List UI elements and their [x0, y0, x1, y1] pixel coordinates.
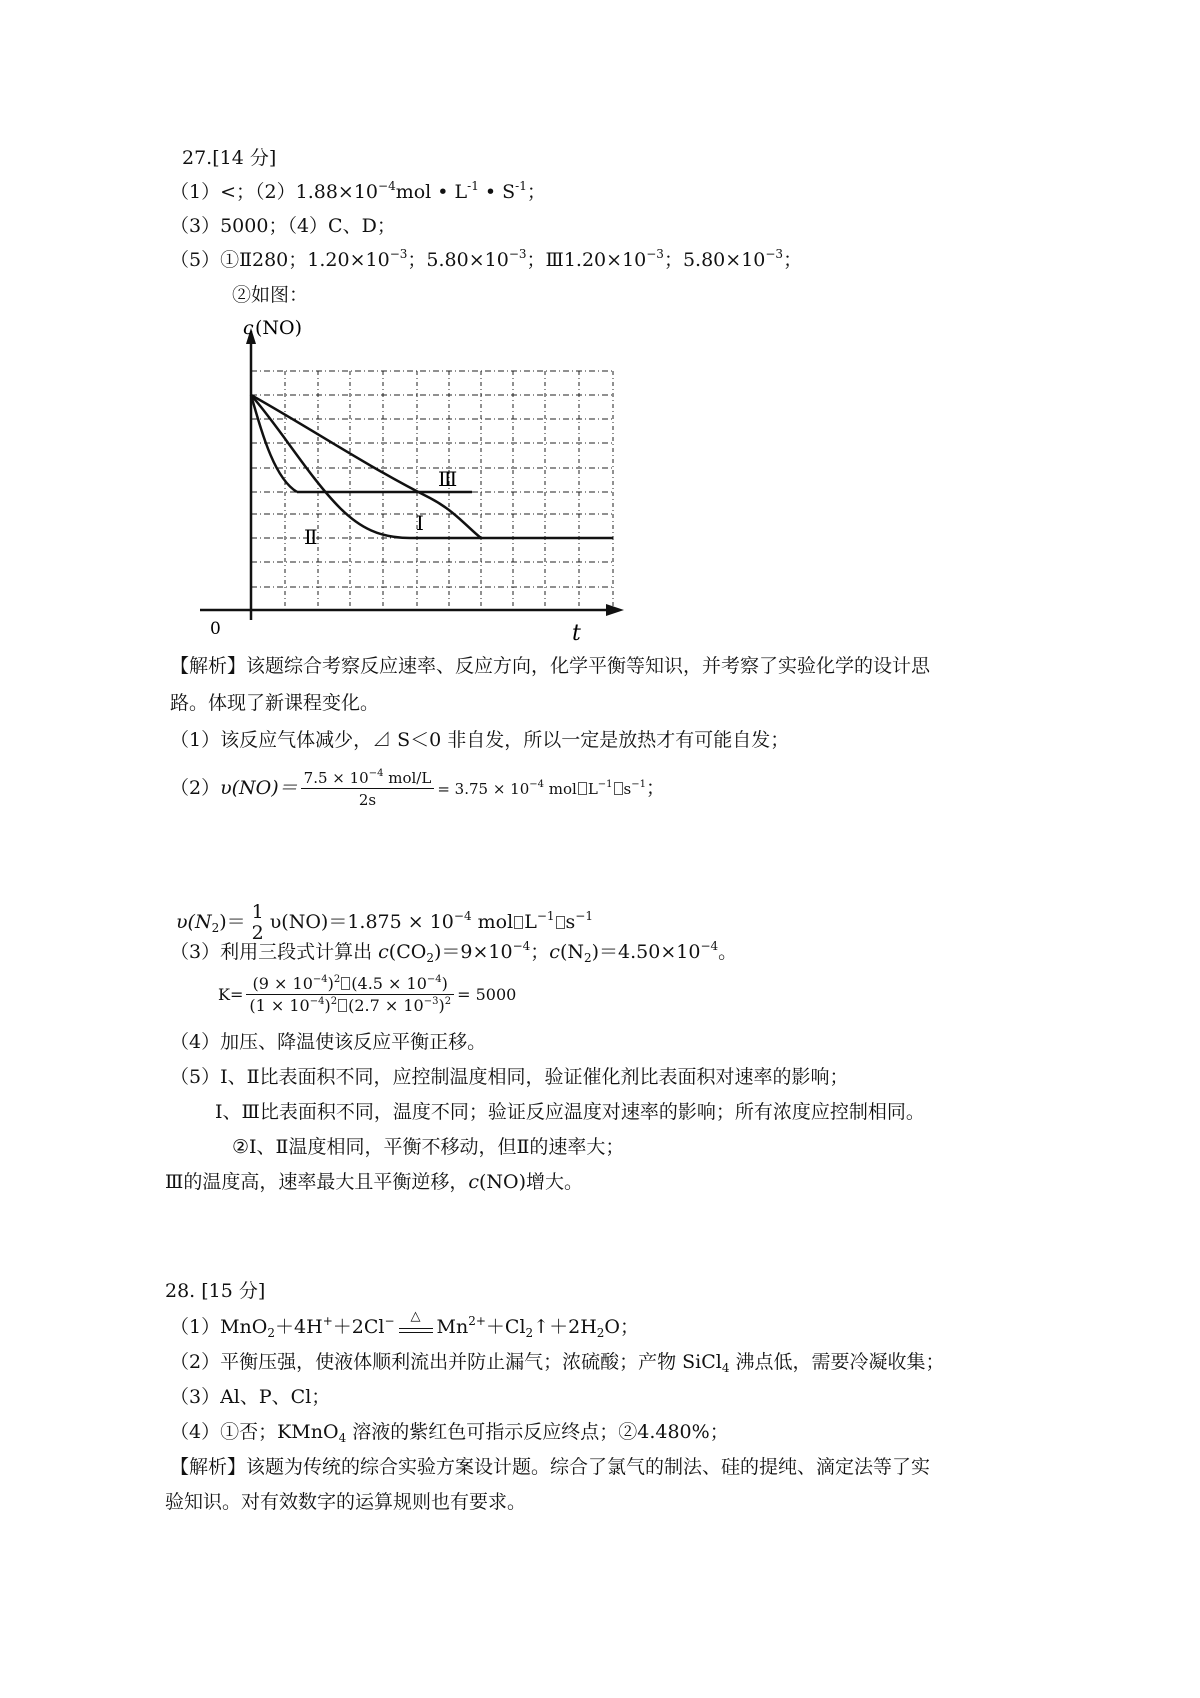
formula: ↑＋2H: [533, 1316, 597, 1338]
power: 2: [333, 974, 341, 985]
conc-symbol: c: [468, 1171, 479, 1193]
value: = 3.75 × 10: [437, 780, 530, 798]
text: Ⅲ的温度高，速率最大且平衡逆移，: [165, 1171, 469, 1193]
q28-answer-1: [170, 1309, 639, 1340]
exponent: −4: [529, 779, 544, 790]
missing-glyph-icon: [341, 977, 350, 990]
x-axis-arrow-icon: [606, 604, 624, 616]
grid: [251, 371, 613, 610]
missing-glyph-icon: [556, 916, 565, 929]
q27-a1-label: （1）: [170, 181, 221, 203]
formula: MnO: [220, 1316, 268, 1338]
q27-explanation-n2-rate: [176, 900, 593, 944]
q28-answer-2: [170, 1350, 945, 1374]
formula: ＋2Cl: [332, 1316, 385, 1338]
k-label: K=: [218, 985, 244, 1004]
subscript: 2: [211, 921, 220, 935]
exponent: −1: [575, 909, 593, 923]
analysis-text: 该题综合考察反应速率、反应方向，化学平衡等知识，并考察了实验化学的设计思: [246, 655, 931, 677]
value: )＝4.50×10: [591, 941, 701, 963]
value: (2.7 × 10: [348, 996, 424, 1015]
exponent: -1: [467, 179, 479, 193]
exponent: −4: [453, 909, 472, 923]
unit: s: [623, 780, 632, 798]
charge: 2+: [468, 1314, 486, 1328]
text: （2）平衡压强，使液体顺利流出并防止漏气；浓硫酸；产物 SiCl: [170, 1351, 722, 1373]
punctuation: ；Ⅲ: [526, 249, 564, 271]
exponent: −3: [646, 247, 664, 261]
rate-expression: υ(N: [176, 911, 212, 933]
value: 1.20×10: [563, 249, 647, 271]
denominator: 2: [251, 922, 264, 944]
exponent: -1: [515, 179, 527, 193]
punctuation: ；: [783, 249, 803, 271]
q27-a5-label: （5）: [170, 249, 221, 271]
punctuation: ；: [646, 777, 666, 799]
q28-analysis-line-1: [170, 1455, 930, 1479]
result: [437, 780, 646, 798]
value: (4.5 × 10: [351, 974, 427, 993]
unit: L: [524, 911, 537, 933]
subscript: 4: [338, 1431, 347, 1445]
fraction: [249, 902, 267, 944]
text: （3）利用三段式计算出: [170, 941, 379, 963]
value: 1.20×10: [307, 249, 390, 271]
missing-glyph-icon: [578, 782, 587, 795]
q27-explanation-4: （4）加压、降温使该反应平衡正移。: [170, 1031, 487, 1053]
value: 5.80×10: [426, 249, 509, 271]
label: （1）: [170, 1316, 221, 1338]
fraction: [301, 768, 435, 811]
text: (NO)增大。: [478, 1171, 584, 1193]
missing-glyph-icon: [614, 782, 623, 795]
q27-explanation-1: （1）该反应气体减少，⊿ S＜0 非自发，所以一定是放热才有可能自发；: [170, 729, 790, 751]
power: 2: [330, 996, 338, 1007]
q27-a2-label: （2）: [255, 181, 296, 203]
exponent: −4: [512, 939, 531, 953]
value: 7.5 × 10: [303, 768, 369, 787]
k-result: = 5000: [457, 985, 517, 1004]
heating-condition-arrow: [399, 1309, 433, 1333]
x-axis-label: t: [572, 621, 581, 646]
subscript: 2: [525, 1326, 534, 1340]
q27-analysis-line-2: 路。体现了新课程变化。: [170, 692, 380, 714]
formula: ＋4H: [275, 1316, 323, 1338]
unit: • S: [478, 181, 516, 203]
q27-a3-value: 5000；: [220, 215, 288, 237]
fraction: [246, 974, 454, 1017]
subscript: 4: [721, 1361, 730, 1375]
exponent: −3: [765, 247, 784, 261]
analysis-heading: 【解析】: [170, 655, 247, 677]
label: （2）: [170, 777, 221, 799]
denominator: [246, 995, 454, 1017]
unit: s: [565, 911, 576, 933]
exponent: −4: [700, 939, 719, 953]
y-axis-label-no: (NO): [255, 318, 303, 339]
q27-answer-line-1: [170, 180, 546, 204]
punctuation: ；: [530, 941, 550, 963]
formula: O；: [604, 1316, 639, 1338]
origin-label: 0: [210, 619, 221, 639]
value: υ(NO)＝1.875 × 10: [269, 911, 454, 933]
exponent: −4: [378, 179, 396, 193]
paren: ): [438, 996, 445, 1015]
value: 5.80×10: [682, 249, 766, 271]
exponent: −4: [309, 996, 325, 1007]
missing-glyph-icon: [514, 916, 523, 929]
q27-answer-line-3: [170, 248, 802, 272]
q27-figure-intro: ②如图：: [232, 284, 309, 306]
formula: Mn: [436, 1316, 469, 1338]
q27-a3-label: （3）: [170, 215, 221, 237]
q27-explanation-5-line-1: （5）Ⅰ、Ⅱ比表面积不同，应控制温度相同，验证催化剂比表面积对速率的影响；: [170, 1066, 849, 1088]
power: 2: [444, 996, 452, 1007]
q27-a2-value: 1.88×10: [295, 181, 379, 203]
q27-a4-value: C、D；: [328, 215, 396, 237]
q28-answer-3: （3）Al、P、Cl；: [170, 1386, 331, 1408]
conc-symbol: c: [549, 941, 560, 963]
subscript: 2: [426, 951, 434, 965]
subscript: 2: [584, 951, 592, 965]
y-axis-label-c: c: [243, 318, 254, 339]
paren: ): [441, 974, 448, 993]
q27-explanation-2: [170, 766, 665, 811]
subscript: 2: [596, 1326, 605, 1340]
charge: +: [322, 1314, 333, 1328]
q27-a1-value: <；: [220, 181, 256, 203]
curve-label-III: Ⅲ: [438, 467, 458, 491]
formula: (N: [559, 941, 584, 963]
exponent: −1: [597, 779, 613, 790]
numerator: 1: [251, 901, 264, 923]
punctuation: ；: [407, 249, 427, 271]
formula: (CO: [388, 941, 427, 963]
q27-title: 27.[14 分]: [182, 147, 277, 169]
unit: mol/L: [383, 768, 432, 787]
value: (9 × 10: [252, 974, 313, 993]
paren: ): [324, 996, 331, 1015]
unit: mol: [544, 780, 577, 798]
analysis-heading: 【解析】: [170, 1456, 247, 1478]
equals: )＝: [219, 911, 246, 933]
exponent: −3: [508, 247, 527, 261]
exponent: −4: [426, 974, 442, 985]
exponent: −3: [389, 247, 408, 261]
rate-expression: υ(NO)＝: [220, 777, 298, 799]
unit: L: [587, 780, 598, 798]
punctuation: ；: [526, 181, 546, 203]
value: (1 × 10: [249, 996, 310, 1015]
numerator: [246, 974, 454, 995]
subscript: 2: [267, 1326, 276, 1340]
q27-explanation-5-line-4: [165, 1170, 583, 1194]
q27-explanation-5-line-3: ②Ⅰ、Ⅱ温度相同，平衡不移动，但Ⅱ的速率大；: [232, 1136, 625, 1158]
paren: ): [327, 974, 334, 993]
value: )＝9×10: [433, 941, 513, 963]
exponent: −1: [631, 779, 646, 790]
charge: −: [384, 1314, 395, 1328]
conc-symbol: c: [378, 941, 389, 963]
exponent: −4: [312, 974, 328, 985]
exponent: −4: [368, 767, 384, 779]
double-bar-icon: [399, 1328, 433, 1333]
unit: mol: [471, 911, 514, 933]
exponent: −3: [423, 996, 439, 1007]
punctuation: ；: [663, 249, 683, 271]
q27-a5-part1: ①Ⅱ280；: [220, 249, 308, 271]
exponent: −1: [536, 909, 555, 923]
analysis-text: 该题为传统的综合实验方案设计题。综合了氯气的制法、硅的提纯、滴定法等了实: [246, 1456, 931, 1478]
numerator: [301, 768, 435, 789]
q27-explanation-5-line-2: Ⅰ、Ⅲ比表面积不同，温度不同；验证反应温度对速率的影响；所有浓度应控制相同。: [215, 1101, 925, 1123]
q27-equilibrium-constant: [218, 972, 516, 1018]
q27-analysis-line-1: [170, 654, 930, 678]
text: 沸点低，需要冷凝收集；: [729, 1351, 945, 1373]
missing-glyph-icon: [338, 999, 347, 1012]
punctuation: 。: [718, 941, 738, 963]
q27-answer-line-2: [170, 214, 396, 238]
unit: mol • L: [395, 181, 468, 203]
q28-title: 28. [15 分]: [165, 1280, 266, 1302]
q28-analysis-line-2: 验知识。对有效数字的运算规则也有要求。: [165, 1491, 527, 1513]
q27-a4-label: （4）: [287, 215, 329, 237]
cno-vs-time-graph: [200, 318, 640, 648]
formula: ＋Cl: [485, 1316, 526, 1338]
q28-answer-4: [170, 1420, 729, 1444]
text: （4）①否；KMnO: [170, 1421, 339, 1443]
q27-explanation-3: [170, 940, 737, 964]
denominator: 2s: [358, 790, 377, 809]
text: 溶液的紫红色可指示反应终点；②4.480%；: [346, 1421, 729, 1443]
curve-label-II: Ⅱ: [304, 525, 318, 549]
curve-label-I: Ⅰ: [416, 511, 424, 535]
heat-triangle-icon: △: [410, 1309, 421, 1324]
